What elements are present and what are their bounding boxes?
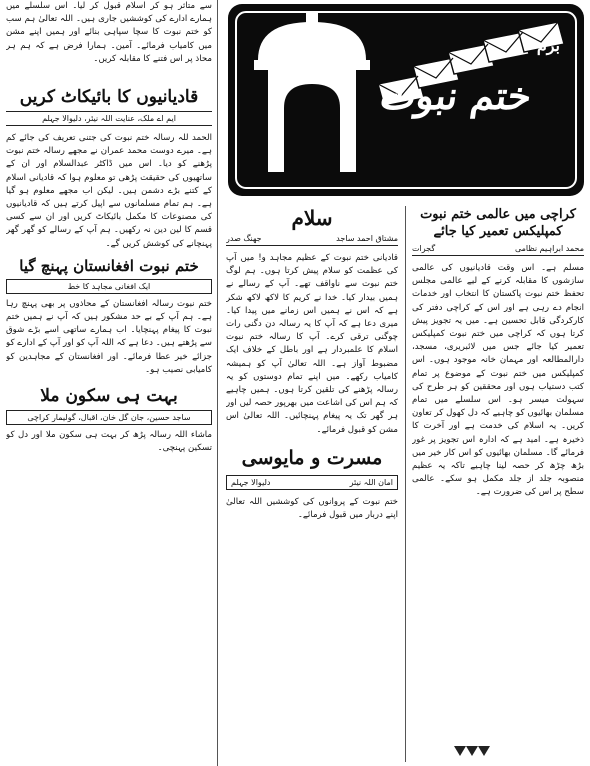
salam-author: مشتاق احمد ساجد [336, 234, 398, 243]
byline-boycott: ایم اے ملک، عنایت اللہ نیئر، دلیوالا جہلم [42, 114, 176, 124]
joy-despair-article-text: ختم نبوت کے پروانوں کی کوششیں اللہ تعالیٰ اپنے دربار میں قبول فرمائے۔ [226, 496, 398, 521]
column-divider-left [217, 0, 218, 766]
karachi-complex-location: گجرات [412, 244, 436, 253]
karachi-complex-author: محمد ابراہیم نظامی [514, 244, 584, 253]
joy-despair-author: امان اللہ نیئر [349, 477, 393, 487]
column-divider-right [405, 206, 406, 762]
byline-peace: ساجد حسین، جان گل خان، اقبال، گولیمار کراچی [6, 410, 212, 425]
peace-article-text: ماشاء اللہ رسالہ پڑھ کر بہت ہی سکون ملا اور دل کو تسکین پہنچی۔ [6, 430, 212, 454]
heading-karachi-complex: کراچی میں عالمی ختم نبوت کمپلیکس تعمیر کیا جائے [420, 207, 576, 239]
heading-salam: سلام [291, 206, 333, 230]
left-intro-text: سے متاثر ہو کر اسلام قبول کر لیا۔ اس سلسلے میں ہمارے ادارے کی کوششیں جاری ہیں۔ اللہ تعالیٰ ہم سب کو ختم نبوت کا سچا سپاہی بنائے اور ہمیں اپنے مشن میں کامیاب فرمائے۔ آمین۔ ہمارا فرض ہے کہ ہم ہر محاذ پر اس فتنے کا مقابلہ کریں۔ [6, 1, 212, 64]
publisher-logo-icon [452, 744, 492, 758]
middle-column [226, 206, 398, 762]
joy-despair-location: دلیوالا جہلم [231, 477, 271, 487]
left-column [6, 0, 212, 766]
banner-title: ختم نبوت [377, 73, 535, 118]
heading-afghanistan: ختم نبوت افغانستان پہنچ گیا [19, 256, 199, 275]
banner-kicker: بزم [536, 36, 560, 55]
right-column [412, 206, 584, 742]
boycott-article-text: الحمد للہ رسالہ ختم نبوت کی جتنی تعریف کی جائے کم ہے۔ میرے دوست محمد عمران نے مجھے رسالہ ختم نبوت پڑھنے کو دیا۔ اس میں ڈاکٹر عبدالسلام اور ان کے ساتھیوں کی حقیقت پڑھی تو معلوم ہوا کہ قادیانی اسلام کے کتنے بڑے دشمن ہیں۔ لیکن اب مجھے معلوم ہو گیا ہے۔ ہم تمام مسلمانوں سے اپیل کرتے ہیں کہ قادیانیوں کی مصنوعات کا مکمل بائیکاٹ کریں اور ان سے کسی قسم کا لین دین نہ رکھیں۔ ہم آپ کے رسالے کو گھر گھر پہنچانے کی کوشش کریں گے۔ [6, 133, 212, 249]
afghanistan-subhead: ایک افغانی مجاہد کا خط [6, 279, 212, 294]
heading-boycott: قادیانیوں کا بائیکاٹ کریں [19, 87, 199, 108]
salam-location: جھنگ صدر [226, 234, 262, 243]
heading-joy-despair: مسرت و مایوسی [241, 446, 383, 469]
karachi-complex-article-text: مسلم ہے۔ اس وقت قادیانیوں کی عالمی سازشوں کا مقابلہ کرنے کے لیے عالمی مجلس تحفظ ختم نبوت پاکستان کا انتخاب اور خدمات انجام دے رہی ہے اور اس کے کراچی دفتر کی کارکردگی قابل تحسین ہے۔ میں یہ تجویز پیش کرتا ہوں کہ کراچی میں ختم نبوت کمپلیکس تعمیر کیا جائے جس میں لائبریری، مسجد، دارالمطالعہ اور مہمان خانہ موجود ہوں۔ اس کمپلیکس میں ختم نبوت کے موضوع پر تمام کتب دستیاب ہوں اور محققین کو ہر طرح کی سہولت میسر ہو۔ اس سلسلے میں تمام مسلمان بھائیوں کو چاہیے کہ دل کھول کر تعاون کریں۔ یہ اسلام کی خدمت ہے اور آخرت کا ذخیرہ ہے۔ امید ہے کہ ادارہ اس تجویز پر غور فرمائے گا۔ مسلمان بھائیوں کو اس کار خیر میں بڑھ چڑھ کر حصہ لینا چاہیے تاکہ یہ عظیم منصوبہ جلد از جلد مکمل ہو سکے۔ عالمی سطح پر اس کی ضرورت ہے۔ [412, 263, 584, 498]
khatm-e-nabuwwat-banner [228, 4, 584, 196]
afghanistan-article-text: ختم نبوت رسالہ افغانستان کے محاذوں پر بھی پہنچ رہا ہے۔ ہم آپ کے بے حد مشکور ہیں کہ آپ نے ہمیں ختم نبوت کا پیغام پہنچایا۔ اب ہمارے ساتھی اسے بڑے شوق سے پڑھتے ہیں۔ دعا ہے کہ اللہ آپ کو اور آپ کے ادارے کو جزائے خیر عطا فرمائے۔ اور افغانستان کے مجاہدین کو کامیابی نصیب ہو۔ [6, 298, 212, 375]
salam-article-text: قادیانی ختم نبوت کے عظیم مجاہد و! میں آپ کی عظمت کو سلام پیش کرتا ہوں۔ ہم لوگ ختم نبوت سے ناواقف تھے۔ آپ کے رسالے نے ہمیں بیدار کیا۔ خدا نے کریم کا لاکھ لاکھ شکر ہے کہ اس نے ہمیں اس زمانے میں پیدا کیا۔ میری دعا ہے کہ آپ کا یہ رسالہ دن دگنی رات چوگنی ترقی کرے۔ آپ کا رسالہ ختم نبوت اسلام کا علمبردار ہے اور باطل کے خلاف ایک مضبوط آواز ہے۔ اللہ تعالیٰ آپ کو ہمیشہ کامیاب رکھے۔ میں اپنے تمام دوستوں کو یہ رسالہ پڑھنے کی تلقین کرتا ہوں۔ ہمیں چاہیے کہ ہم اس کی اشاعت میں بھرپور حصہ لیں اور ہر گھر تک یہ پیغام پہنچائیں۔ اللہ تعالیٰ اس مشن کو قبول فرمائے۔ [226, 253, 398, 435]
heading-peace: بہت ہی سکون ملا [40, 386, 178, 407]
